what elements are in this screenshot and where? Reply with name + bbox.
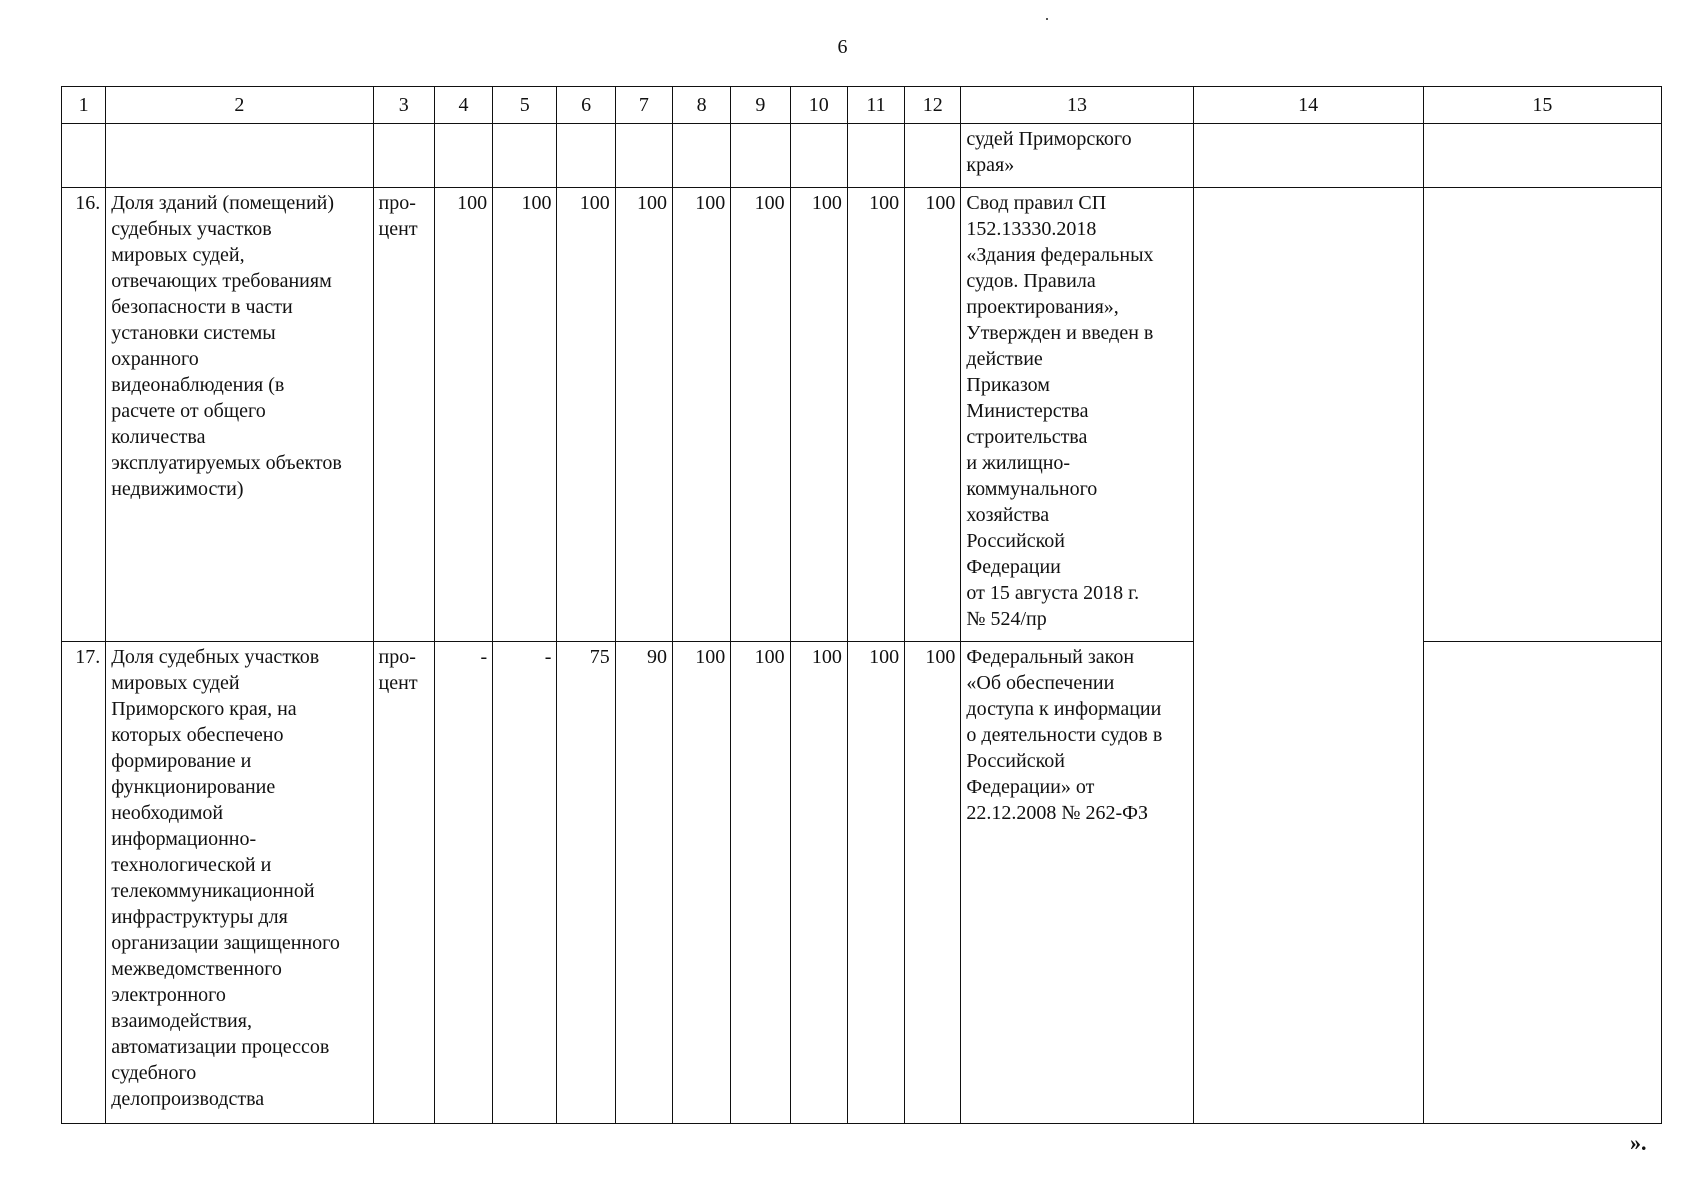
indicator-line: автоматизации процессов [111,1036,330,1058]
basis-line: коммунального [966,478,1098,500]
unit-cell [373,188,434,642]
value-cell: - [493,642,557,1124]
header-cell: 12 [905,87,961,124]
basis-line: Министерства [966,400,1089,422]
header-cell: 14 [1193,87,1423,124]
indicator-line: Приморского края, на [111,698,297,720]
basis-line: Российской [966,750,1065,772]
indicator-line: недвижимости) [111,478,244,500]
indicator-line: организации защищенного [111,932,340,954]
indicator-line: технологической и [111,854,272,876]
value-cell: 100 [905,188,961,642]
indicator-line: эксплуатируемых объектов [111,452,342,474]
value-cell: 75 [557,642,615,1124]
indicator-line: которых обеспечено [111,724,284,746]
page-number: 6 [837,36,848,58]
indicator-line: судебного [111,1062,197,1084]
indicator-line: Доля зданий (помещений) [111,192,335,214]
basis-line: «Здания федеральных [966,244,1154,266]
indicator-line: мировых судей, [111,244,245,266]
basis-cell [961,124,1193,188]
value-cell: 100 [731,642,790,1124]
header-cell: 6 [557,87,615,124]
value-cell: 90 [615,642,672,1124]
basis-cell [961,642,1193,1124]
basis-line: о деятельности судов в [966,724,1163,746]
unit-line: цент [378,218,418,240]
header-cell: 1 [62,87,106,124]
basis-line: Приказом [966,374,1050,396]
basis-line: № 524/пр [966,608,1047,630]
basis-line: действие [966,348,1043,370]
indicator-line: расчете от общего [111,400,266,422]
indicator-line: судебных участков [111,218,272,240]
indicator-line: инфраструктуры для [111,906,288,928]
indicator-line: функционирование [111,776,276,798]
value-cell: 100 [673,642,731,1124]
indicator-line: взаимодействия, [111,1010,252,1032]
basis-line: от 15 августа 2018 г. [966,582,1140,604]
indicator-line: телекоммуникационной [111,880,315,902]
basis-line: «Об обеспечении [966,672,1115,694]
indicator-line: мировых судей [111,672,240,694]
header-cell: 3 [373,87,434,124]
unit-line: про- [378,646,416,668]
value-cell: 100 [790,188,847,642]
basis-line: строительства [966,426,1088,448]
basis-line: Федеральный закон [966,646,1135,668]
unit-line: про- [378,192,416,214]
header-cell: 11 [847,87,904,124]
indicator-line: видеонаблюдения (в [111,374,285,396]
indicator-line: формирование и [111,750,252,772]
value-cell: 100 [905,642,961,1124]
value-cell: 100 [434,188,492,642]
table-row [62,188,1662,642]
value-cell: 100 [615,188,672,642]
value-cell: 100 [673,188,731,642]
value-cell: - [434,642,492,1124]
header-cell: 2 [106,87,373,124]
basis-line: хозяйства [966,504,1050,526]
unit-line: цент [378,672,418,694]
value-cell: 100 [493,188,557,642]
indicator-line: безопасности в части [111,296,293,318]
col15-cell [1423,642,1661,1124]
basis-line: доступа к информации [966,698,1162,720]
header-cell: 15 [1423,87,1661,124]
value-cell: 100 [557,188,615,642]
scan-speck [1046,18,1048,20]
indicator-line: делопроизводства [111,1088,265,1110]
header-cell: 4 [434,87,492,124]
basis-line: Свод правил СП [966,192,1107,214]
basis-line: Федерации [966,556,1061,578]
indicator-line: установки системы [111,322,276,344]
header-cell: 13 [961,87,1193,124]
basis-cell [961,188,1193,642]
header-cell: 8 [673,87,731,124]
basis-line: проектирования», [966,296,1119,318]
basis-line: 22.12.2008 № 262-ФЗ [966,802,1148,824]
basis-line: и жилищно- [966,452,1071,474]
basis-line: Российской [966,530,1065,552]
basis-line: Утвержден и введен в [966,322,1154,344]
header-cell: 9 [731,87,790,124]
col15-cell [1423,188,1661,642]
indicator-line: межведомственного [111,958,282,980]
indicator-line: Доля судебных участков [111,646,320,668]
col14-cell [1193,188,1423,1124]
indicator-name-cell [106,642,373,1124]
indicator-line: электронного [111,984,226,1006]
indicator-line: охранного [111,348,199,370]
indicators-table [61,86,1662,1124]
indicator-line: информационно- [111,828,257,850]
closing-quote-mark: ». [1630,1130,1647,1155]
row-number: 17. [62,642,106,1124]
indicator-line: количества [111,426,206,448]
indicator-line: отвечающих требованиям [111,270,332,292]
basis-line: Федерации» от [966,776,1095,798]
value-cell: 100 [731,188,790,642]
unit-cell [373,642,434,1124]
header-cell: 10 [790,87,847,124]
header-row [62,87,1662,124]
value-cell: 100 [790,642,847,1124]
indicator-line: необходимой [111,802,224,824]
continuation-row [62,124,1662,188]
basis-line: судей Приморского [966,128,1132,150]
row-number: 16. [62,188,106,642]
value-cell: 100 [847,642,904,1124]
indicator-name-cell [106,188,373,642]
basis-line: судов. Правила [966,270,1096,292]
basis-line: 152.13330.2018 [966,218,1097,240]
basis-line: края» [966,154,1015,176]
header-cell: 7 [615,87,672,124]
header-cell: 5 [493,87,557,124]
value-cell: 100 [847,188,904,642]
